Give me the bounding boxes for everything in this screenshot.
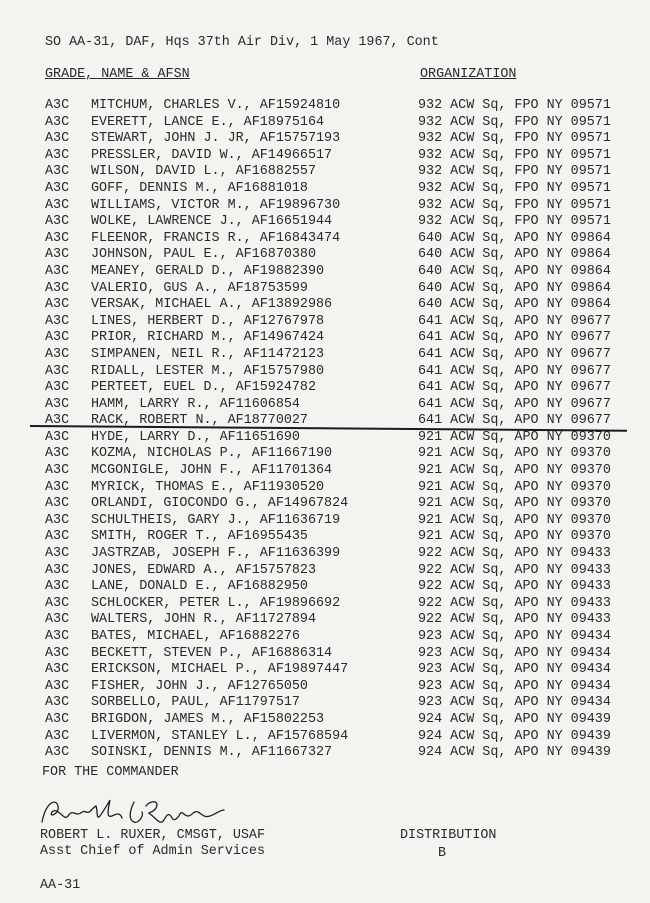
- column-header-organization: ORGANIZATION: [420, 67, 517, 82]
- name-afsn-cell: EVERETT, LANCE E., AF18975164: [91, 114, 325, 130]
- grade-cell: A3C: [45, 728, 70, 744]
- table-row: [0, 297, 650, 314]
- column-header-grade-name-afsn: GRADE, NAME & AFSN: [45, 67, 190, 82]
- grade-cell: A3C: [45, 629, 70, 644]
- grade-cell: A3C: [45, 363, 70, 379]
- organization-cell: 923 ACW Sq, APO NY 09434: [418, 695, 611, 711]
- organization-cell: 932 ACW Sq, FPO NY 09571: [418, 147, 611, 163]
- table-row: [0, 247, 650, 264]
- name-afsn-cell: KOZMA, NICHOLAS P., AF11667190: [91, 446, 333, 462]
- grade-cell: A3C: [45, 197, 70, 213]
- distribution-value: B: [438, 846, 447, 861]
- grade-cell: A3C: [45, 579, 70, 595]
- grade-cell: A3C: [45, 114, 70, 130]
- table-row: [0, 198, 650, 215]
- grade-cell: A3C: [45, 612, 70, 628]
- table-row: [0, 546, 650, 563]
- name-afsn-cell: JOHNSON, PAUL E., AF16870380: [91, 247, 316, 263]
- organization-cell: 932 ACW Sq, FPO NY 09571: [418, 98, 611, 113]
- grade-cell: A3C: [45, 695, 70, 711]
- name-afsn-cell: HYDE, LARRY D., AF11651690: [91, 429, 300, 445]
- organization-cell: 923 ACW Sq, APO NY 09434: [418, 678, 611, 694]
- distribution-label: DISTRIBUTION: [400, 828, 497, 843]
- name-afsn-cell: PRIOR, RICHARD M., AF14967424: [91, 330, 325, 346]
- grade-cell: A3C: [45, 131, 70, 147]
- name-afsn-cell: MEANEY, GERALD D., AF19882390: [91, 263, 325, 279]
- grade-cell: A3C: [45, 546, 70, 562]
- organization-cell: 921 ACW Sq, APO NY 09370: [418, 496, 611, 512]
- organization-cell: 641 ACW Sq, APO NY 09677: [418, 380, 611, 396]
- table-row: [0, 264, 650, 281]
- grade-cell: A3C: [45, 280, 70, 296]
- name-afsn-cell: WILLIAMS, VICTOR M., AF19896730: [91, 197, 341, 213]
- grade-cell: A3C: [45, 413, 70, 429]
- organization-cell: 641 ACW Sq, APO NY 09677: [418, 396, 611, 412]
- grade-cell: A3C: [45, 164, 70, 180]
- organization-cell: 932 ACW Sq, FPO NY 09571: [418, 180, 611, 196]
- table-row: [0, 463, 650, 480]
- table-row: [0, 662, 650, 679]
- name-afsn-cell: BRIGDON, JAMES M., AF15802253: [91, 711, 325, 727]
- organization-cell: 932 ACW Sq, FPO NY 09571: [418, 214, 611, 230]
- grade-cell: A3C: [45, 645, 70, 661]
- name-afsn-cell: ORLANDI, GIOCONDO G., AF14967824: [91, 496, 349, 512]
- table-row: [0, 231, 650, 248]
- name-afsn-cell: FISHER, JOHN J., AF12765050: [91, 678, 308, 694]
- table-row: [0, 480, 650, 497]
- grade-cell: A3C: [45, 247, 70, 263]
- organization-cell: 922 ACW Sq, APO NY 09433: [418, 595, 611, 611]
- grade-cell: A3C: [45, 313, 70, 329]
- table-row: [0, 712, 650, 729]
- organization-cell: 924 ACW Sq, APO NY 09439: [418, 711, 611, 727]
- organization-cell: 923 ACW Sq, APO NY 09434: [418, 645, 611, 661]
- table-row: [0, 330, 650, 347]
- name-afsn-cell: LANE, DONALD E., AF16882950: [91, 579, 308, 595]
- grade-cell: A3C: [45, 330, 70, 346]
- name-afsn-cell: SOINSKI, DENNIS M., AF11667327: [91, 745, 333, 761]
- grade-cell: A3C: [45, 529, 70, 545]
- name-afsn-cell: RIDALL, LESTER M., AF15757980: [91, 363, 325, 379]
- grade-cell: A3C: [45, 263, 70, 279]
- table-row: [0, 115, 650, 132]
- name-afsn-cell: WILSON, DAVID L., AF16882557: [91, 164, 316, 180]
- organization-cell: 922 ACW Sq, APO NY 09433: [418, 562, 611, 578]
- organization-cell: 640 ACW Sq, APO NY 09864: [418, 247, 611, 263]
- grade-cell: A3C: [45, 496, 70, 512]
- order-header: SO AA-31, DAF, Hqs 37th Air Div, 1 May 1967, Cont: [45, 35, 439, 50]
- table-row: [0, 612, 650, 629]
- name-afsn-cell: SCHULTHEIS, GARY J., AF11636719: [91, 512, 341, 528]
- for-the-commander: FOR THE COMMANDER: [42, 765, 179, 780]
- grade-cell: A3C: [45, 98, 70, 113]
- table-row: [0, 131, 650, 148]
- table-row: [0, 281, 650, 298]
- name-afsn-cell: MITCHUM, CHARLES V., AF15924810: [91, 98, 341, 113]
- name-afsn-cell: JASTRZAB, JOSEPH F., AF11636399: [91, 546, 341, 562]
- organization-cell: 641 ACW Sq, APO NY 09677: [418, 313, 611, 329]
- name-afsn-cell: VALERIO, GUS A., AF18753599: [91, 280, 308, 296]
- table-row: [0, 98, 650, 115]
- organization-cell: 641 ACW Sq, APO NY 09677: [418, 346, 611, 362]
- organization-cell: 641 ACW Sq, APO NY 09677: [418, 413, 611, 429]
- organization-cell: 922 ACW Sq, APO NY 09433: [418, 546, 611, 562]
- name-afsn-cell: SORBELLO, PAUL, AF11797517: [91, 695, 300, 711]
- grade-cell: A3C: [45, 429, 70, 445]
- name-afsn-cell: WOLKE, LAWRENCE J., AF16651944: [91, 214, 333, 230]
- grade-cell: A3C: [45, 346, 70, 362]
- grade-cell: A3C: [45, 512, 70, 528]
- organization-cell: 921 ACW Sq, APO NY 09370: [418, 429, 611, 445]
- grade-cell: A3C: [45, 479, 70, 495]
- table-row: [0, 314, 650, 331]
- organization-cell: 932 ACW Sq, FPO NY 09571: [418, 114, 611, 130]
- grade-cell: A3C: [45, 147, 70, 163]
- table-row: [0, 646, 650, 663]
- grade-cell: A3C: [45, 678, 70, 694]
- signer-name: ROBERT L. RUXER, CMSGT, USAF: [40, 828, 265, 843]
- grade-cell: A3C: [45, 595, 70, 611]
- organization-cell: 640 ACW Sq, APO NY 09864: [418, 263, 611, 279]
- name-afsn-cell: GOFF, DENNIS M., AF16881018: [91, 180, 308, 196]
- grade-cell: A3C: [45, 562, 70, 578]
- name-afsn-cell: SIMPANEN, NEIL R., AF11472123: [91, 346, 325, 362]
- organization-cell: 922 ACW Sq, APO NY 09433: [418, 612, 611, 628]
- name-afsn-cell: RACK, ROBERT N., AF18770027: [91, 413, 308, 429]
- organization-cell: 641 ACW Sq, APO NY 09677: [418, 330, 611, 346]
- name-afsn-cell: WALTERS, JOHN R., AF11727894: [91, 612, 316, 628]
- name-afsn-cell: VERSAK, MICHAEL A., AF13892986: [91, 297, 333, 313]
- name-afsn-cell: ERICKSON, MICHAEL P., AF19897447: [91, 662, 349, 678]
- organization-cell: 921 ACW Sq, APO NY 09370: [418, 446, 611, 462]
- table-row: [0, 446, 650, 463]
- name-afsn-cell: MYRICK, THOMAS E., AF11930520: [91, 479, 325, 495]
- table-row: [0, 380, 650, 397]
- grade-cell: A3C: [45, 214, 70, 230]
- grade-cell: A3C: [45, 380, 70, 396]
- table-row: [0, 496, 650, 513]
- table-row: [0, 513, 650, 530]
- grade-cell: A3C: [45, 297, 70, 313]
- order-code: AA-31: [40, 878, 81, 893]
- table-row: [0, 164, 650, 181]
- grade-cell: A3C: [45, 446, 70, 462]
- grade-cell: A3C: [45, 180, 70, 196]
- organization-cell: 923 ACW Sq, APO NY 09434: [418, 629, 611, 644]
- organization-cell: 923 ACW Sq, APO NY 09434: [418, 662, 611, 678]
- grade-cell: A3C: [45, 463, 70, 479]
- organization-cell: 641 ACW Sq, APO NY 09677: [418, 363, 611, 379]
- name-afsn-cell: BATES, MICHAEL, AF16882276: [91, 629, 300, 644]
- table-row: [0, 529, 650, 546]
- name-afsn-cell: FLEENOR, FRANCIS R., AF16843474: [91, 230, 341, 246]
- handwritten-signature: [38, 792, 228, 832]
- organization-cell: 640 ACW Sq, APO NY 09864: [418, 230, 611, 246]
- table-row: [0, 679, 650, 696]
- organization-cell: 640 ACW Sq, APO NY 09864: [418, 280, 611, 296]
- table-row: [0, 729, 650, 746]
- table-row: [0, 430, 650, 447]
- table-row: [0, 181, 650, 198]
- name-afsn-cell: LIVERMON, STANLEY L., AF15768594: [91, 728, 349, 744]
- organization-cell: 932 ACW Sq, FPO NY 09571: [418, 164, 611, 180]
- table-row: [0, 148, 650, 165]
- organization-cell: 922 ACW Sq, APO NY 09433: [418, 579, 611, 595]
- table-row: [0, 745, 650, 762]
- name-afsn-cell: SMITH, ROGER T., AF16955435: [91, 529, 308, 545]
- signer-title: Asst Chief of Admin Services: [40, 844, 265, 859]
- organization-cell: 921 ACW Sq, APO NY 09370: [418, 512, 611, 528]
- name-afsn-cell: MCGONIGLE, JOHN F., AF11701364: [91, 463, 333, 479]
- table-row: [0, 563, 650, 580]
- grade-cell: A3C: [45, 230, 70, 246]
- table-row: [0, 214, 650, 231]
- organization-cell: 921 ACW Sq, APO NY 09370: [418, 479, 611, 495]
- name-afsn-cell: HAMM, LARRY R., AF11606854: [91, 396, 300, 412]
- table-row: [0, 364, 650, 381]
- table-row: [0, 347, 650, 364]
- organization-cell: 932 ACW Sq, FPO NY 09571: [418, 197, 611, 213]
- table-row: [0, 629, 650, 646]
- grade-cell: A3C: [45, 662, 70, 678]
- organization-cell: 921 ACW Sq, APO NY 09370: [418, 463, 611, 479]
- table-row: [0, 695, 650, 712]
- name-afsn-cell: PERTEET, EUEL D., AF15924782: [91, 380, 316, 396]
- organization-cell: 640 ACW Sq, APO NY 09864: [418, 297, 611, 313]
- name-afsn-cell: LINES, HERBERT D., AF12767978: [91, 313, 325, 329]
- grade-cell: A3C: [45, 396, 70, 412]
- table-row: [0, 596, 650, 613]
- grade-cell: A3C: [45, 745, 70, 761]
- name-afsn-cell: JONES, EDWARD A., AF15757823: [91, 562, 316, 578]
- organization-cell: 924 ACW Sq, APO NY 09439: [418, 728, 611, 744]
- name-afsn-cell: SCHLOCKER, PETER L., AF19896692: [91, 595, 341, 611]
- organization-cell: 932 ACW Sq, FPO NY 09571: [418, 131, 611, 147]
- organization-cell: 924 ACW Sq, APO NY 09439: [418, 745, 611, 761]
- organization-cell: 921 ACW Sq, APO NY 09370: [418, 529, 611, 545]
- grade-cell: A3C: [45, 711, 70, 727]
- name-afsn-cell: PRESSLER, DAVID W., AF14966517: [91, 147, 333, 163]
- name-afsn-cell: BECKETT, STEVEN P., AF16886314: [91, 645, 333, 661]
- table-row: [0, 397, 650, 414]
- table-row: [0, 579, 650, 596]
- name-afsn-cell: STEWART, JOHN J. JR, AF15757193: [91, 131, 341, 147]
